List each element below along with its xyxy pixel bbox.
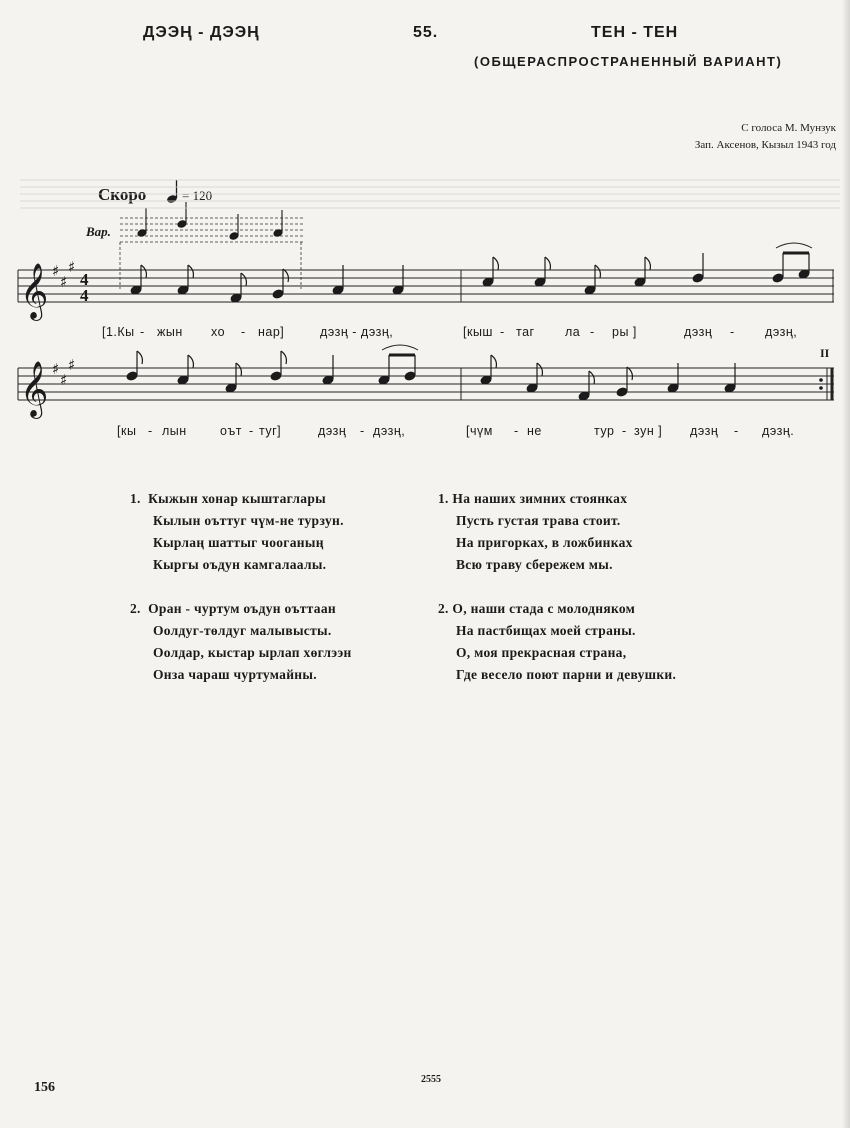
lyric-7: дэзң - дэзң, — [320, 325, 394, 339]
svg-text:♯: ♯ — [68, 258, 76, 276]
lyric-9: - — [500, 325, 505, 339]
staff-line-1 — [18, 258, 838, 332]
svg-text:♯: ♯ — [60, 371, 68, 389]
verse-line: На пригорках, в ложбинках — [456, 535, 633, 550]
verse-tuvan-1 — [130, 488, 344, 576]
lyric-5: - — [241, 325, 246, 339]
lyric-31: зун ] — [634, 424, 663, 438]
verse-line: Кыргы оъдун камгалаалы. — [153, 557, 327, 572]
page-number: 156 — [34, 1080, 55, 1095]
lyric-33: - — [734, 424, 739, 438]
verse-line: Пусть густая трава стоит. — [456, 513, 621, 528]
lyric-15: - — [730, 325, 735, 339]
lyric-22: туг] — [259, 424, 282, 438]
lyric-29: тур — [594, 424, 615, 438]
lyric-11: ла — [565, 325, 581, 339]
lyric-27: - — [514, 424, 519, 438]
svg-text:♯: ♯ — [52, 262, 60, 280]
print-code: 2555 — [421, 1074, 441, 1085]
lyric-28: не — [527, 424, 542, 438]
lyric-25: дэзң, — [373, 424, 406, 438]
lyric-19: лын — [162, 424, 187, 438]
verse-number: 1. — [438, 491, 449, 506]
verse-line: Где весело поют парни и девушки. — [456, 667, 677, 682]
verse-line: О, наши стада с молодняком — [452, 601, 636, 616]
lyric-4: хо — [211, 325, 226, 339]
lyric-3: жын — [157, 325, 183, 339]
time-signature-bottom: 4 — [80, 286, 89, 305]
show-through-staff — [20, 176, 840, 216]
svg-text:♯: ♯ — [60, 273, 68, 291]
staff-line-2 — [18, 356, 838, 430]
verse-line: Оолдуг-төлдуг малывысты. — [153, 623, 332, 638]
lyric-24: - — [360, 424, 365, 438]
verse-line: Кыжын хонар кыштаглары — [148, 491, 326, 506]
verse-number: 1. — [130, 491, 141, 506]
tempo-word: Скоро — [98, 185, 147, 204]
lyric-18: - — [148, 424, 153, 438]
verse-line: Кырлаң шаттыг чооганың — [153, 535, 324, 550]
time-signature-top: 4 — [80, 270, 89, 289]
lyric-23: дэзң — [318, 424, 347, 438]
verse-line: Онза чараш чуртумайны. — [153, 667, 317, 682]
subtitle: (ОБЩЕРАСПРОСТРАНЕННЫЙ ВАРИАНТ) — [474, 54, 783, 69]
page-edge-shadow — [842, 0, 850, 1128]
lyric-12: - — [590, 325, 595, 339]
verse-russian-1 — [438, 488, 633, 576]
verse-line: Кылын оъттуг чүм-не турзун. — [153, 513, 344, 528]
lyric-21: - — [249, 424, 254, 438]
repeat-mark: II — [820, 346, 830, 360]
verse-line: О, моя прекрасная страна, — [456, 645, 627, 660]
lyric-16: дэзң, — [765, 325, 798, 339]
treble-clef-icon: 𝄞 — [20, 263, 49, 319]
lyric-14: дэзң — [684, 325, 713, 339]
lyric-26: [чүм — [466, 424, 493, 438]
svg-text:♯: ♯ — [52, 360, 60, 378]
lyric-13: ры ] — [612, 325, 637, 339]
variant-label: Вар. — [86, 224, 111, 239]
verse-russian-2 — [438, 598, 676, 686]
verse-number: 2. — [438, 601, 449, 616]
lyric-1: [1.Кы — [102, 325, 135, 339]
lyric-32: дэзң — [690, 424, 719, 438]
verse-line: Оолдар, кыстар ырлап хөглээн — [153, 645, 352, 660]
lyric-8: [кыш — [463, 325, 493, 339]
tempo-value: = 120 — [182, 188, 213, 203]
voice-credit: С голоса М. Мунзук — [741, 122, 836, 134]
verse-line: Всю траву сбережем мы. — [456, 557, 613, 572]
lyric-2: - — [140, 325, 145, 339]
verse-number: 2. — [130, 601, 141, 616]
lyric-6: нар] — [258, 325, 285, 339]
lyric-30: - — [622, 424, 627, 438]
verse-line: На наших зимних стоянках — [452, 491, 628, 506]
left-title: ДЭЭҢ - ДЭЭҢ — [143, 24, 260, 41]
recording-credit: Зап. Аксенов, Кызыл 1943 год — [694, 139, 836, 151]
treble-clef-icon: 𝄞 — [20, 361, 49, 417]
lyric-10: таг — [516, 325, 535, 339]
right-title: ТЕН - ТЕН — [591, 24, 679, 41]
lyric-34: дэзң. — [762, 424, 795, 438]
lyric-17: [кы — [117, 424, 137, 438]
verse-tuvan-2 — [130, 598, 352, 686]
verse-line: Оран - чуртум оъдун оъттаан — [148, 601, 336, 616]
lyric-20: оът — [220, 424, 242, 438]
song-number: 55. — [413, 24, 439, 41]
verse-line: На пастбищах моей страны. — [456, 623, 636, 638]
svg-text:♯: ♯ — [68, 356, 76, 374]
